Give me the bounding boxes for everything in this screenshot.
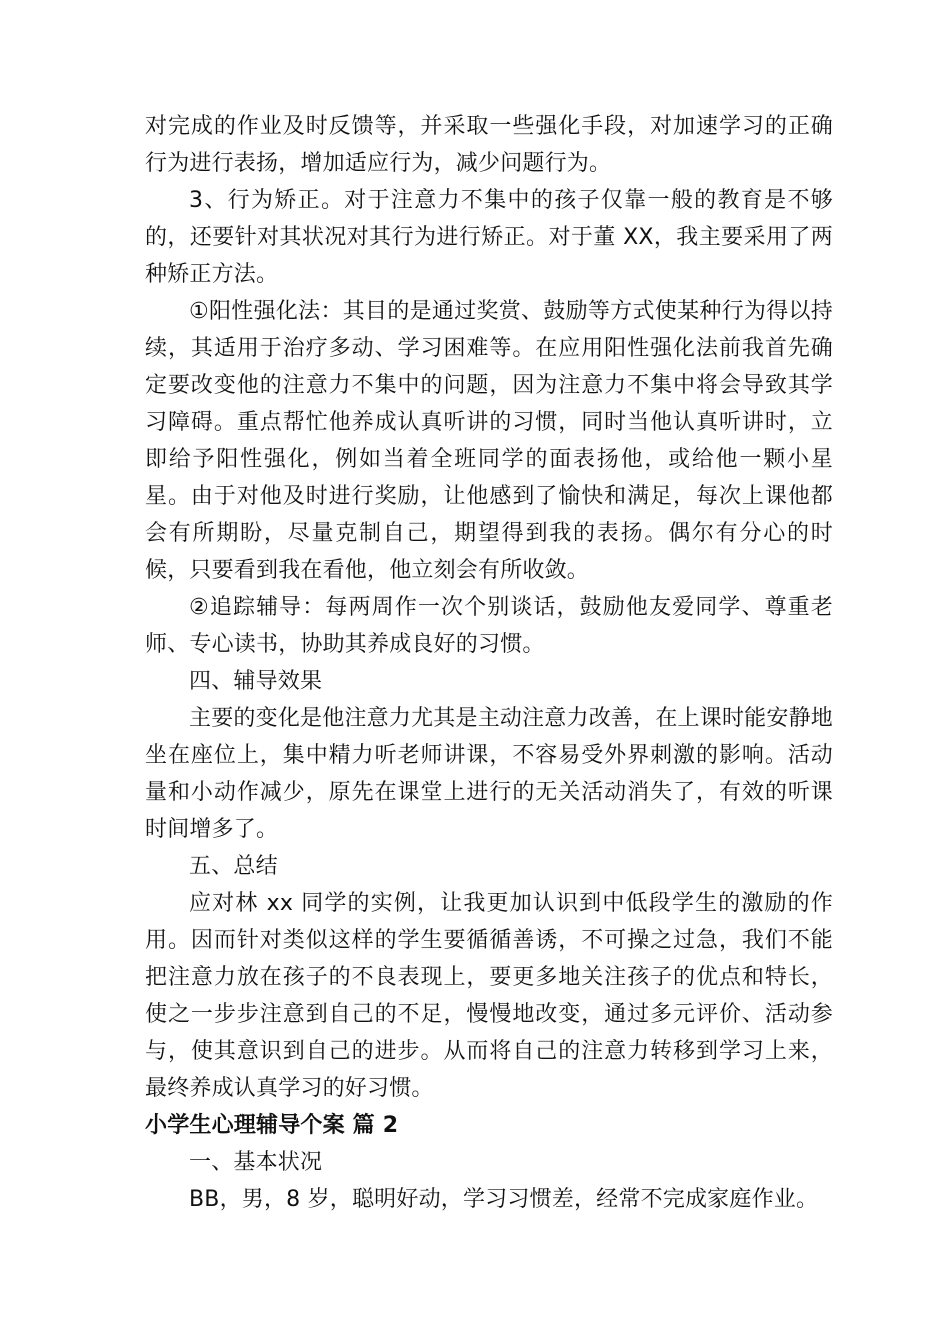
paragraph-positive-reinforcement: ①阳性强化法：其目的是通过奖赏、鼓励等方式使某种行为得以持续，其适用于治疗多动、学习困难等。在应用阳性强化法前我首先确定要改变他的注意力不集中的问题，因为注意力不集中将会导致其学习障碍。重点帮忙他养成认真听讲的习惯，同时当他认真听讲时，立即给予阳性强化，例如当着全班同学的面表扬他，或给他一颗小星星。由于对他及时进行奖励，让他感到了愉快和满足，每次上课他都会有所期盼，尽量克制自己，期望得到我的表扬。偶尔有分心的时候，只要看到我在看他，他立刻会有所收敛。 bbox=[145, 299, 833, 583]
case-title-part-2: 小学生心理辅导个案 篇 2 bbox=[145, 1113, 399, 1138]
paragraph-behavior-correction: 3、行为矫正。对于注意力不集中的孩子仅靠一般的教育是不够的，还要针对其状况对其行为进行矫正。对于董 XX，我主要采用了两种矫正方法。 bbox=[145, 188, 833, 287]
paragraph-tracking-counseling: ②追踪辅导：每两周作一次个别谈话，鼓励他友爱同学、尊重老师、专心读书，协助其养成良好的习惯。 bbox=[145, 595, 833, 657]
paragraph-continued-feedback: 对完成的作业及时反馈等，并采取一些强化手段，对加速学习的正确行为进行表扬，增加适应行为，减少问题行为。 bbox=[145, 114, 833, 176]
document-page bbox=[145, 108, 833, 1218]
paragraph-basic-situation: BB，男，8 岁，聪明好动，学习习惯差，经常不完成家庭作业。 bbox=[189, 1187, 819, 1212]
section-heading-basic-situation: 一、基本状况 bbox=[189, 1150, 323, 1175]
paragraph-counseling-effect: 主要的变化是他注意力尤其是主动注意力改善，在上课时能安静地坐在座位上，集中精力听老师讲课，不容易受外界刺激的影响。活动量和小动作减少，原先在课堂上进行的无关活动消失了，有效的听课时间增多了。 bbox=[145, 706, 833, 842]
section-heading-counseling-effect: 四、辅导效果 bbox=[189, 669, 323, 694]
paragraph-summary: 应对林 xx 同学的实例，让我更加认识到中低段学生的激励的作用。因而针对类似这样的学生要循循善诱，不可操之过急，我们不能把注意力放在孩子的不良表现上，要更多地关注孩子的优点和特长，使之一步步注意到自己的不足，慢慢地改变，通过多元评价、活动参与，使其意识到自己的进步。从而将自己的注意力转移到学习上来，最终养成认真学习的好习惯。 bbox=[145, 891, 833, 1101]
section-heading-summary: 五、总结 bbox=[189, 854, 278, 879]
